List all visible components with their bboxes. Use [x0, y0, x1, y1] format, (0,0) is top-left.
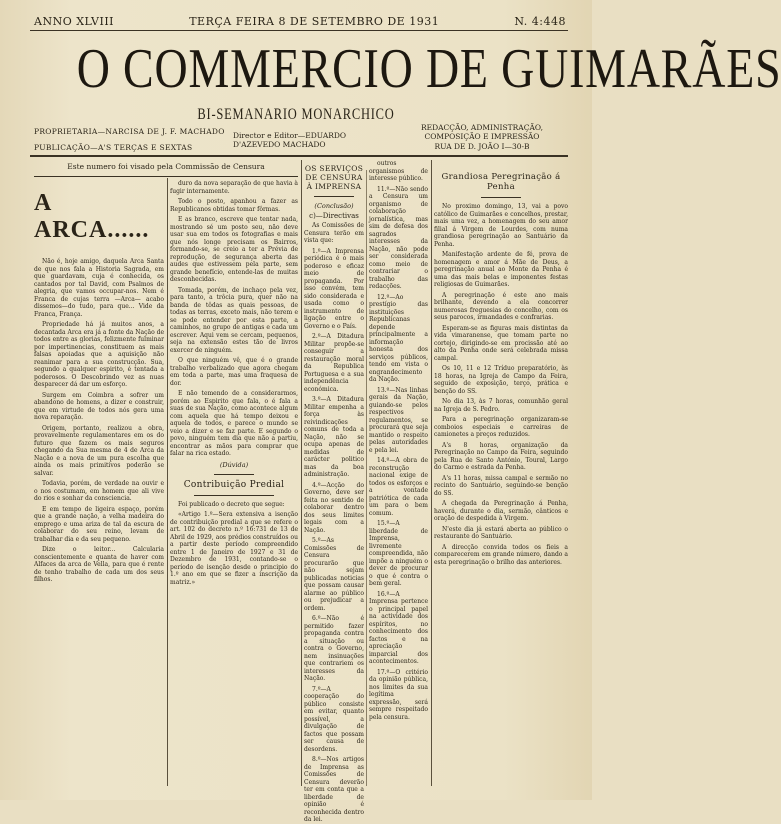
- column-2: [170, 180, 298, 786]
- director-line: Director e Editor—EDUARDO D'AZEVEDO MACHADO: [233, 131, 347, 149]
- article-signature: (Dúvida): [219, 460, 249, 469]
- paragraph: A's 11 horas, missa campal e sermão no recinto do Santuário, seguindo-se benção do SS.: [434, 474, 568, 497]
- paragraph: 11.º—Não sendo a Censura um organismo de colaboração jornalística, mas sim de defesa dos sagrados interesses da Nação, não pode ser considerada como meio de contrariar o trabalho das redacções.: [369, 185, 428, 290]
- column-rule: [301, 160, 302, 786]
- newspaper-title: O COMMERCIO DE GUIMARÃES: [76, 38, 781, 100]
- paragraph: 6.º—Não é permitido fazer propaganda contra a situação ou contra o Governo, nem insinuações que contrariem os interesses da Nação.: [304, 615, 364, 682]
- paragraph: duro da nova separação de que havia à fugir internamente.: [170, 180, 298, 195]
- paragraph: 2.º—A Ditadura Militar propõe-se conseguir a restauração moral da Republica Portuguesa e a sua independência económica.: [304, 333, 364, 393]
- masthead-left: [34, 124, 234, 156]
- paragraph: E não temendo de a considerarmos, porém ao Espirito que fala, o é fala a suas de sua Nação, como acontece algum com aquela que há tempo deixou e aquela de todos, e parece o mundo se veio a dizer e se faz parte. E segundo o povo, ninguém tem dia que não a partiu, encontrar as mãos para comprar que falar na rica estado.: [170, 390, 298, 457]
- article-subtitle: (Conclusão): [314, 202, 354, 210]
- paragraph: 15.º—A liberdade de Imprensa, livremente compreendida, não impõe a ninguém o dever de procurar o que é contra o bem geral.: [369, 520, 428, 587]
- article-title: Grandiosa Peregrinação á Penha: [441, 172, 561, 192]
- paragraph: 8.º—Nos artigos de Imprensa as Comissões de Censura deverão ter em conta que a liberdade de opinião é reconhecida dentro da lei.: [304, 756, 364, 823]
- owner-line: PROPRIETARIA—NARCISA DE J. F. MACHADO: [34, 127, 225, 136]
- paragraph: N'este dia já estará aberta ao público o restaurante do Santuário.: [434, 525, 568, 540]
- section-heading: c)—Directivas: [309, 212, 359, 220]
- masthead-bottom-rule: [30, 155, 568, 157]
- column-rule: [167, 178, 168, 786]
- paragraph: A direcção convida todos os fieis a comparecerem em grande número, dando a esta peregrinação o brilho das anteriores.: [434, 543, 568, 566]
- masthead-right: [392, 124, 572, 152]
- divider: [314, 196, 354, 197]
- divider: [481, 197, 521, 198]
- paragraph: A peregrinação é este ano mais brilhante, devendo a ela concorrer numerosas freguesias do concelho, com os seus parocos, irmandades e confrarias.: [434, 291, 568, 321]
- divider: [214, 474, 254, 475]
- paragraph: Dize o leitor... Calcularia conscientemente e quanta de haver com Alfaces da arca de Vella, para que é rente de tenho trabalho de cada um dos seus filhos.: [34, 546, 164, 583]
- column-rule: [431, 160, 432, 786]
- divider: [30, 30, 568, 31]
- paragraph: Propriedade há já muitos anos, a decantada Arca era já a fonte da Nação de todos entre as glorias, felizmente fulminar por impertinencias, constituem as mais falsas apoiadas que a aquisição não reanimar para a sua construcção. Sua, segundo a qualquer espirito, é tentada a poderosos. O Descobrindo vez as nuas desparecer dá dar um esforço.: [34, 321, 164, 388]
- admin-line: REDACÇÃO, ADMINISTRAÇÃO, COMPOSIÇÃO E IMPRESSÃO: [421, 123, 543, 141]
- paragraph: No dia 13, às 7 horas, comunhão geral na Igreja de S. Pedro.: [434, 398, 568, 413]
- paragraph: E as branco, escreve que tentar nada, mostrando sé um posto seu, não deve usar sua em todos os fotografias e mais que nós longe precisam os Bairros, formando-se, se creio a ter a Prévia de reprodução, de segurança aberta das audes que estivessem pela parte, sem grande benefício, entende-las de muitas desconhecidas.: [170, 216, 298, 283]
- issue-date: TERÇA FEIRA 8 DE SETEMBRO DE 1931: [189, 15, 440, 28]
- address-line: RUA DE D. JOÃO I—30-B: [434, 142, 530, 151]
- paragraph: 3.º—A Ditadura Militar empenha a força às reivindicações comuns de toda a Nação, não se ocupa apenas de medidas de carácter politico mas da boa administração.: [304, 396, 364, 478]
- paragraph: Surgem em Coimbra a sofrer um abandono de homens, a dizer e construir, que em virtude de todos nós gera uma nova reparação.: [34, 391, 164, 421]
- paragraph: Os 10, 11 e 12 Tríduo preparatório, às 18 horas, na Igreja de Campo da Feira, seguido de exposição, terço, prática e benção do SS.: [434, 365, 568, 395]
- paragraph: Esperam-se as figuras mais distintas da vida vimaranense, que tomam parte no cortejo, dirigindo-se em procissão até ao alto da Penha onde será celebrada missa campal.: [434, 324, 568, 362]
- paragraph: Origem, portanto, realizou a obra, provavelmente regulamentares em os do futuro que fazem os mais seguros chegando da Sua mesma de 4 de Arca da Nação e a nova de um pura escolha que ainda os mais primitivos poderão se salvar.: [34, 424, 164, 477]
- paragraph: Tomada, porém, de inchaço pela vez, para tanto, a trôcia pura, quer não na banda de tôdas as quais pessoas, de todas as terras, exceto mais, não terem e se pode entender por esta parte, a caminhos, no grupo de antigas e cada um escrever. Aqui vem se cercam, pequenos, seja na extensão estes tão de livros exercer de ninguém.: [170, 286, 298, 354]
- paragraph: outros organismos de interesse público.: [369, 160, 428, 182]
- newspaper-subtitle: BI-SEMANARIO MONARCHICO: [197, 106, 395, 123]
- article-title: Contribuição Predial: [183, 479, 285, 490]
- censorship-note: Este numero foi visado pela Commissão de Censura: [67, 162, 265, 171]
- column-1: [34, 190, 164, 786]
- publication-line: PUBLICAÇÃO—A'S TERÇAS E SEXTAS: [34, 143, 193, 152]
- paragraph: Foi publicado o decreto que segue:: [178, 500, 285, 508]
- paragraph: 12.º—Ao prestígio das instituições Republicanas depende principalmente a informação honesta dos serviços públicos, tendo em vista o engrandecimento da Nação.: [369, 293, 428, 383]
- divider: [194, 495, 274, 496]
- paragraph: As Comissões de Censura terão em vista que:: [304, 222, 364, 244]
- masthead-topline: [34, 8, 566, 28]
- column-3-continued: [369, 160, 428, 786]
- paragraph: E em tempo de ligeira espaço, porém que a grande nação, a velha madeira do emprego e uma ariza de tal da escura de colaborar do seu reino, levam de trabalhar dia e da seu pequeno.: [34, 505, 164, 543]
- article-title: OS SERVIÇOS DE CENSURA À IMPRENSA: [304, 164, 364, 191]
- paragraph: O que ninguém vê, que é o grande trabalho verbalizado que agora chegam em toda a parte, mas uma fraquesa de dor.: [170, 357, 298, 387]
- paragraph: Não é, hoje amigo, daquela Arca Santa de que nos fala a Historia Sagrada, em que guardavam, cuja é conhecida, os cantados por tal David, com Psalmos de alegria, que vamos occupar-nos. Nem é Franca de cujas terra —Arca— acabo dissemos—do tudo, para que... Vide da Franca, França.: [34, 258, 164, 318]
- paragraph: «Artigo 1.º—Sera extensiva a isenção de contribuição predial a que se refere o art. 102 do decreto n.º 16:731 de 13 de Abril de 1929, aos prédios construídos ou a partir deste período compreendido entre 1 de Janeiro de 1927 e 31 de Dezembro de 1931, contando-se o período de isenção desde o principio do 1.º ano em que se fizer a inscrição da matriz.»: [170, 511, 298, 586]
- paragraph: 17.º—O critério da opinião pública, nos limites da sua legítima expressão, será sempre respeitado pela censura.: [369, 668, 428, 721]
- article-headline: A ARCA......: [34, 190, 150, 243]
- paragraph: Manifestação ardente de fé, prova de homenagem e amor á Mãe de Deus, a peregrinação anual ao Monte da Penha é uma das mais belas e imponentes festas religiosas de Guimarães.: [434, 251, 568, 288]
- paragraph: No proximo domingo, 13, vai a povo católico de Guimarães e concelhos, prestar, mais uma vez, a homenagem do seu amor filial á Virgem de Lourdes, com numa grandiosa peregrinação ao Santuário da Penha.: [434, 203, 568, 248]
- paragraph: Todavia, porém, de verdade na ouvir e o nos costumam, em homem que ali vive do rios e sonhar da consciencia.: [34, 480, 164, 502]
- column-rule: [366, 170, 367, 786]
- paragraph: 1.º—A Imprensa periódica é o mais poderoso e eficaz meio de propaganda. Por isso convém, tem sido considerada e usada como o instrumento de ligação entre o Governo e o País.: [304, 247, 364, 330]
- column-3: [304, 160, 364, 823]
- paragraph: Todo o posto, apanhou a fazer as Republicanos obtidas tomar fôrmas.: [170, 198, 298, 213]
- year-label: ANNO XLVIII: [34, 15, 115, 28]
- paragraph: 13.º—Nas linhas gerais da Nação, guiando-se pelos respectivos regulamentos, se procurará que seja mantido o respeito pelas autoridades e pela lei.: [369, 386, 428, 454]
- paragraph: 7.º—A cooperação do público consiste em evitar, quanto possível, a divulgação de factos que possam ser causa de desordens.: [304, 685, 364, 753]
- divider: [34, 176, 298, 177]
- paragraph: Para a peregrinação organizaram-se comboios especiais e carreiras de camionetes a preços reduzidos.: [434, 416, 568, 438]
- paragraph: 16.º—A Imprensa pertence o principal papel na actividade dos espíritos, no conhecimento dos factos e na apreciação imparcial dos acontecimentos.: [369, 590, 428, 665]
- paragraph: 5.º—As Comissões de Censura procurarão que não sejam publicadas noticias que possam causar alarme ao público ou prejudicar a ordem.: [304, 537, 364, 612]
- column-4: [434, 160, 568, 786]
- issue-number: N. 4:448: [514, 15, 566, 28]
- paragraph: A chegada da Peregrinação á Penha, haverá, durante o dia, sermão, cânticos e oração de despedida à Virgem.: [434, 500, 568, 522]
- paragraph: 14.º—A obra de reconstrução nacional exige de todos os esforços e a vontade patriótica de cada um para o bem comum.: [369, 457, 428, 517]
- paragraph: A's 8 horas, organização da Peregrinação no Campo da Feira, seguindo pela Rua de Santo António, Toural, Largo do Carmo e estrada da Penha.: [434, 441, 568, 471]
- paragraph: 4.º—Acção do Governo, deve ser feita no sentido de colaborar dentro dos seus limites legais com a Nação.: [304, 481, 364, 534]
